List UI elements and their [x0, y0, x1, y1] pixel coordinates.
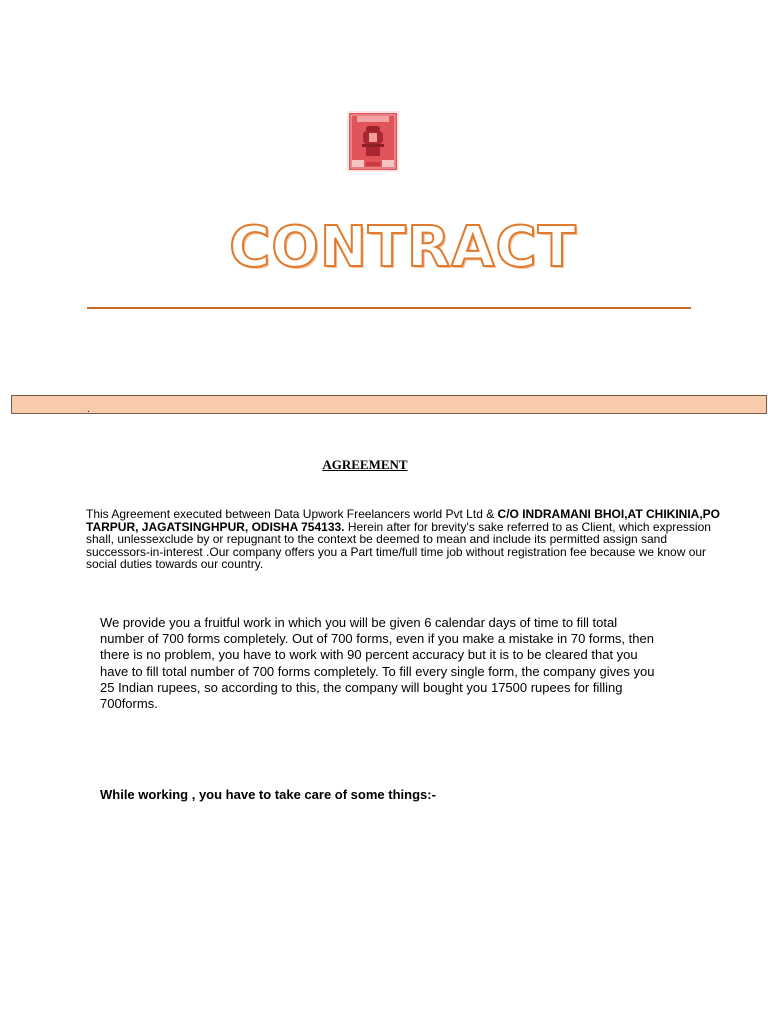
title-underline-rule [87, 307, 691, 309]
agreement-intro-paragraph [86, 508, 726, 571]
client-address: C/O INDRAMANI BHOI,AT CHIKINIA,PO TARPUR, JAGATSINGHPUR, ODISHA 754133. [86, 507, 720, 534]
care-things-heading: While working , you have to take care of some things:- [100, 787, 436, 802]
intro-prefix: This Agreement executed between Data Upwork Freelancers world Pvt Ltd & [86, 507, 498, 521]
intro-suffix: Herein after for brevity's sake referred to as Client, which expression shall, unlessexclude by or repugnant to the context be deemed to mean and include its permitted assign sand successors-in-interest .Our company offers you a Part time/full time job without registration fee because we know our social duties towards our country. [86, 519, 711, 572]
agreement-heading: AGREEMENT [322, 457, 408, 472]
contract-title: CONTRACT [229, 215, 577, 280]
band-dot: . [87, 404, 90, 415]
revenue-stamp-emblem-icon [347, 111, 399, 172]
revenue-stamp-image [347, 111, 399, 172]
section-band [11, 395, 767, 414]
work-terms-paragraph: We provide you a fruitful work in which you will be given 6 calendar days of time to fill total number of 700 forms completely. Out of 700 forms, even if you make a mistake in 70 forms, then there is no problem, you have to work with 90 percent accuracy but it is to be cleared that you have to fill total number of 700 forms completely. To fill every single form, the company gives you 25 Indian rupees, so according to this, the company will bought you 17500 rupees for filling 700forms. [100, 615, 655, 712]
